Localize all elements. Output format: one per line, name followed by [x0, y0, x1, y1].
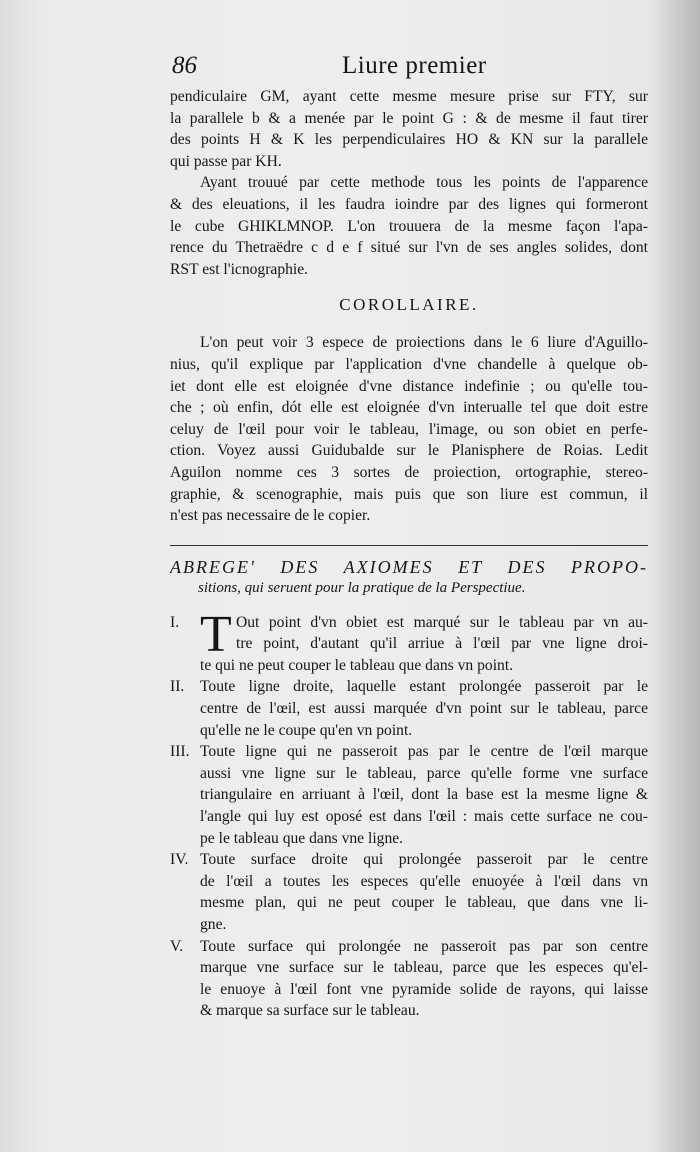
proposition-1	[170, 605, 648, 677]
text-line: graphie, & scenographie, mais puis que son liure est commun, il	[170, 485, 648, 503]
abrege-subheading: sitions, qui seruent pour la pratique de la Perspectiue.	[198, 579, 526, 596]
proposition-5	[170, 936, 648, 1022]
text-line: l'angle qui luy est oposé est dans l'œil : mais cette surface ne cou-	[200, 808, 648, 826]
text-line: celuy de l'œil pour voir le tableau, l'image, ou son obiet en perfe-	[170, 420, 648, 438]
text-line: L'on peut voir 3 espece de proiections dans le 6 liure d'Aguillo-	[200, 334, 648, 352]
text-line: Toute surface droite qui prolongée passeroit par le centre	[200, 851, 648, 869]
paragraph-cube	[170, 172, 648, 280]
running-head	[170, 52, 648, 86]
text-line: ction. Voyez aussi Guidubalde sur le Planisphere de Roias. Ledit	[170, 442, 648, 460]
text-line: & marque sa surface sur le tableau.	[200, 1002, 420, 1020]
text-line: Aguilon nomme ces 3 sortes de proiection, ortographie, stereo-	[170, 463, 648, 481]
text-line: mesme plan, qui ne peut couper le tableau, que dans vne li-	[200, 894, 648, 912]
text-line: te qui ne peut couper le tableau que dans vn point.	[200, 656, 514, 674]
text-line: gne.	[200, 916, 227, 933]
drop-cap: T	[200, 605, 232, 663]
text-line: marque vne surface sur le tableau, parce que les especes qu'el-	[200, 959, 648, 977]
text-line: Ayant trouué par cette methode tous les points de l'apparence	[200, 174, 648, 192]
bleed-through-shadow	[654, 0, 700, 1152]
text-line: centre de l'œil, est aussi marquée d'vn point sur le tableau, parce	[200, 700, 648, 718]
text-line: Toute ligne qui ne passeroit pas par le centre de l'œil marque	[200, 743, 648, 761]
text-line: Toute ligne droite, laquelle estant prolongée passeroit par le	[200, 678, 648, 696]
proposition-2	[170, 676, 648, 741]
corollaire-body	[170, 332, 648, 526]
paragraph-continuation	[170, 86, 648, 172]
proposition-number: II.	[170, 678, 185, 696]
text-line: Toute surface qui prolongée ne passeroit pas par son centre	[200, 937, 648, 955]
section-divider	[170, 545, 648, 546]
proposition-number: I.	[170, 613, 180, 631]
text-line: nius, qu'il explique par l'application d'vne chandelle à quelque ob-	[170, 355, 648, 373]
text-line: pe le tableau que dans vne ligne.	[200, 829, 404, 847]
text-line: la parallele b & a menée par le point G : & de mesme il faut tirer	[170, 109, 648, 127]
text-line: RST est l'icnographie.	[170, 260, 309, 278]
running-title: Liure premier	[342, 52, 487, 79]
text-line: triangulaire en arriuant à l'œil, dont la base est la mesme ligne &	[200, 786, 648, 804]
page-content	[170, 52, 648, 1022]
text-line: de l'œil a toutes les especes qu'elle enuoyée à l'œil dans vn	[200, 872, 648, 890]
text-line: qui passe par KH.	[170, 152, 282, 170]
text-line: che ; où enfin, dót elle est eloignée d'vn interualle tel que doit estre	[170, 399, 648, 417]
text-line: aussi vne ligne sur le tableau, parce qu'elle forme vne surface	[200, 764, 648, 782]
proposition-4	[170, 849, 648, 935]
proposition-number: III.	[170, 743, 190, 761]
text-line: pendiculaire GM, ayant cette mesme mesure prise sur FTY, sur	[170, 88, 648, 105]
text-line: qu'elle ne le coupe qu'en vn point.	[200, 721, 413, 739]
text-line: iet dont elle est eloignée d'vne distance indefinie ; ou qu'elle tou-	[170, 377, 648, 395]
page-number: 86	[172, 52, 197, 79]
text-line: le enuoye à l'œil font vne pyramide solide de rayons, qui laisse	[200, 980, 648, 998]
text-line: rence du Thetraëdre c d e f situé sur l'vn de ses angles solides, dont	[170, 239, 648, 257]
proposition-number: V.	[170, 937, 184, 955]
text-line: tre point, d'autant qu'il arriue à l'œil par vne ligne droi-	[236, 635, 648, 653]
proposition-3	[170, 741, 648, 849]
text-line: le cube GHIKLMNOP. L'on trouuera de la mesme façon l'apa-	[170, 217, 648, 235]
abrege-heading: ABREGE' DES AXIOMES ET DES PROPO-	[170, 556, 648, 577]
text-line: n'est pas necessaire de le copier.	[170, 507, 371, 525]
text-line: des points H & K les perpendiculaires HO & KN sur la parallele	[170, 131, 648, 149]
text-line: Out point d'vn obiet est marqué sur le tableau par vn au-	[236, 613, 648, 631]
proposition-number: IV.	[170, 851, 189, 869]
text-line: & des eleuations, il les faudra ioindre par des lignes qui formeront	[170, 195, 648, 213]
corollaire-heading: COROLLAIRE.	[339, 295, 479, 315]
